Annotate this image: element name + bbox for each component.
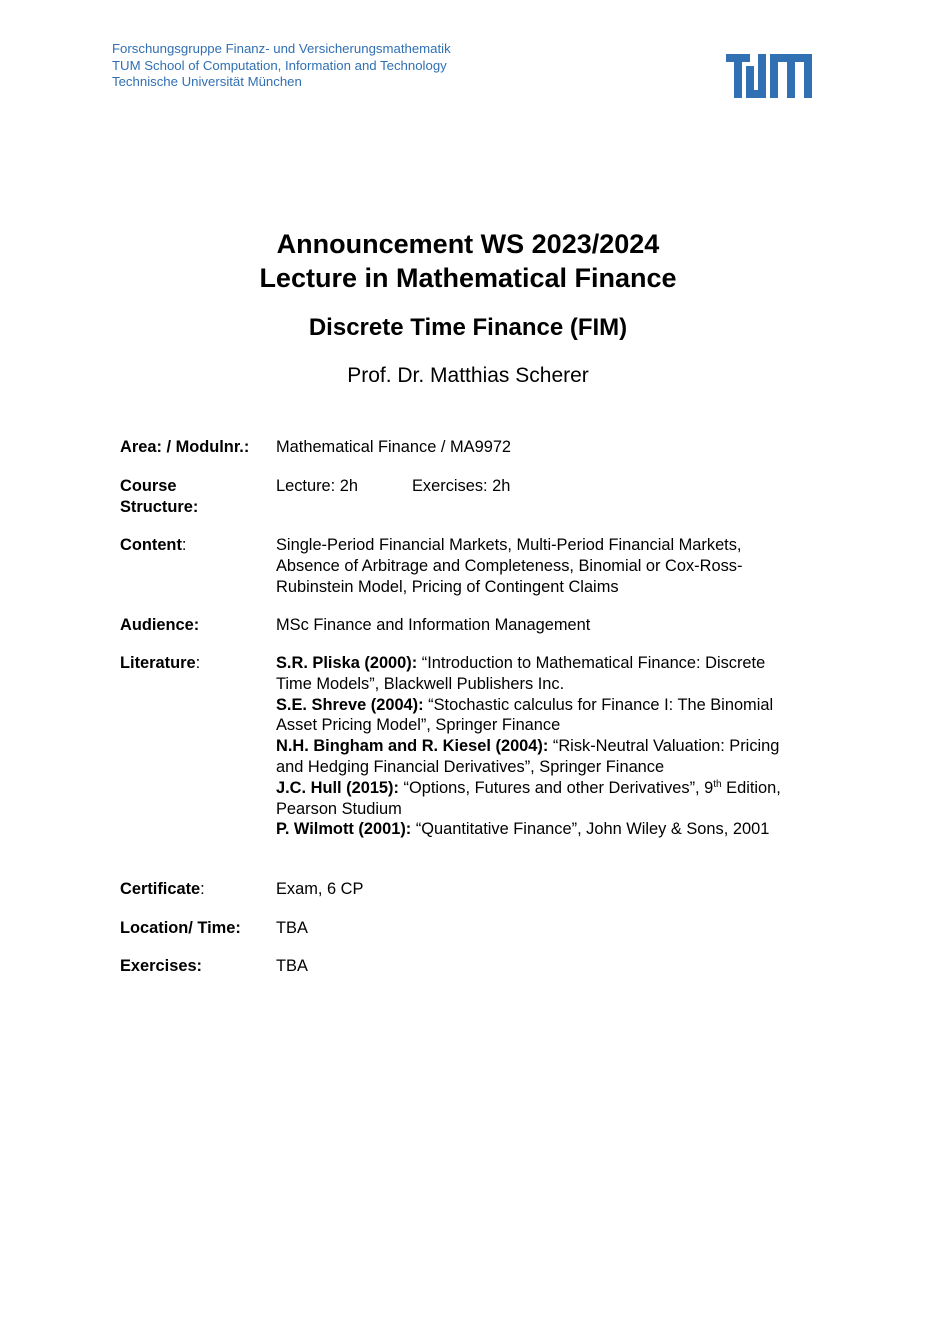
- header-line-school: TUM School of Computation, Information and Technology: [112, 57, 447, 73]
- header-line-research-group: Forschungsgruppe Finanz- und Versicherungsmathematik: [112, 41, 451, 56]
- ref-author: P. Wilmott (2001):: [276, 820, 412, 839]
- course-structure-label-line2: Structure:: [120, 497, 199, 516]
- literature-ref-line: and Hedging Financial Derivatives”, Springer Finance: [276, 757, 665, 776]
- lecture-hours: Lecture: 2h: [276, 477, 359, 495]
- literature-ref-line: [276, 695, 836, 716]
- certificate-label-text: Certificate: [120, 880, 201, 898]
- exercises-label: Exercises:: [120, 957, 203, 975]
- content-value: [276, 535, 821, 597]
- content-label-text: Content: [120, 536, 182, 554]
- content-label-colon: :: [181, 536, 187, 554]
- location-label: Location/ Time:: [120, 919, 241, 937]
- ref-text: Edition,: [721, 778, 781, 797]
- audience-label: Audience:: [120, 616, 200, 634]
- certificate-label-colon: :: [200, 880, 205, 898]
- area-label: Area: / Modulnr.:: [120, 438, 250, 456]
- literature-ref-line: [276, 819, 836, 840]
- institution-header: [112, 41, 451, 91]
- audience-value: MSc Finance and Information Management: [276, 616, 591, 634]
- certificate-label: [120, 879, 270, 900]
- literature-ref-line: Time Models”, Blackwell Publishers Inc.: [276, 674, 565, 693]
- course-structure-value: [276, 476, 821, 497]
- literature-label: [120, 653, 270, 674]
- area-value: Mathematical Finance / MA9972: [276, 438, 512, 456]
- literature-ref-line: Asset Pricing Model”, Springer Finance: [276, 716, 561, 735]
- ref-author: J.C. Hull (2015):: [276, 778, 399, 797]
- literature-ref-line: Pearson Studium: [276, 799, 402, 818]
- ref-author: N.H. Bingham and R. Kiesel (2004):: [276, 737, 549, 756]
- tum-logo: [726, 54, 812, 98]
- literature-ref-line: [276, 778, 836, 799]
- location-value: TBA: [276, 919, 308, 937]
- course-structure-label-line1: Course: [120, 477, 177, 495]
- title-semester: Announcement WS 2023/2024: [276, 229, 660, 259]
- ref-author: S.E. Shreve (2004):: [276, 695, 424, 714]
- professor-name: Prof. Dr. Matthias Scherer: [347, 364, 589, 387]
- ref-text: “Introduction to Mathematical Finance: Discrete: [417, 654, 766, 672]
- ref-text: “Options, Futures and other Derivatives”, 9: [398, 778, 714, 797]
- announcement-title: [0, 227, 936, 295]
- content-line: Single-Period Financial Markets, Multi-Period Financial Markets,: [276, 536, 742, 554]
- exercise-hours: Exercises: 2h: [412, 477, 511, 495]
- exercises-value: TBA: [276, 957, 308, 975]
- course-structure-label: [120, 476, 270, 518]
- content-label: [120, 535, 270, 556]
- header-line-university: Technische Universität München: [112, 74, 302, 90]
- course-title: Discrete Time Finance (FIM): [308, 314, 628, 341]
- ref-text: “Quantitative Finance”, John Wiley & Sons, 2001: [411, 820, 770, 839]
- ref-edition-superscript: th: [713, 778, 722, 790]
- ref-text: “Stochastic calculus for Finance I: The Binomial: [423, 695, 774, 714]
- ref-author: S.R. Pliska (2000):: [276, 654, 418, 672]
- content-line: Rubinstein Model, Pricing of Contingent Claims: [276, 577, 619, 596]
- literature-ref-line: [276, 736, 836, 757]
- content-line: Absence of Arbitrage and Completeness, Binomial or Cox-Ross-: [276, 556, 743, 575]
- title-lecture-area: Lecture in Mathematical Finance: [259, 263, 677, 293]
- literature-label-colon: :: [195, 654, 201, 672]
- literature-list: [276, 653, 836, 840]
- certificate-value: Exam, 6 CP: [276, 880, 364, 898]
- literature-label-text: Literature: [120, 654, 196, 672]
- ref-text: “Risk-Neutral Valuation: Pricing: [548, 737, 780, 756]
- literature-ref-line: [276, 653, 836, 674]
